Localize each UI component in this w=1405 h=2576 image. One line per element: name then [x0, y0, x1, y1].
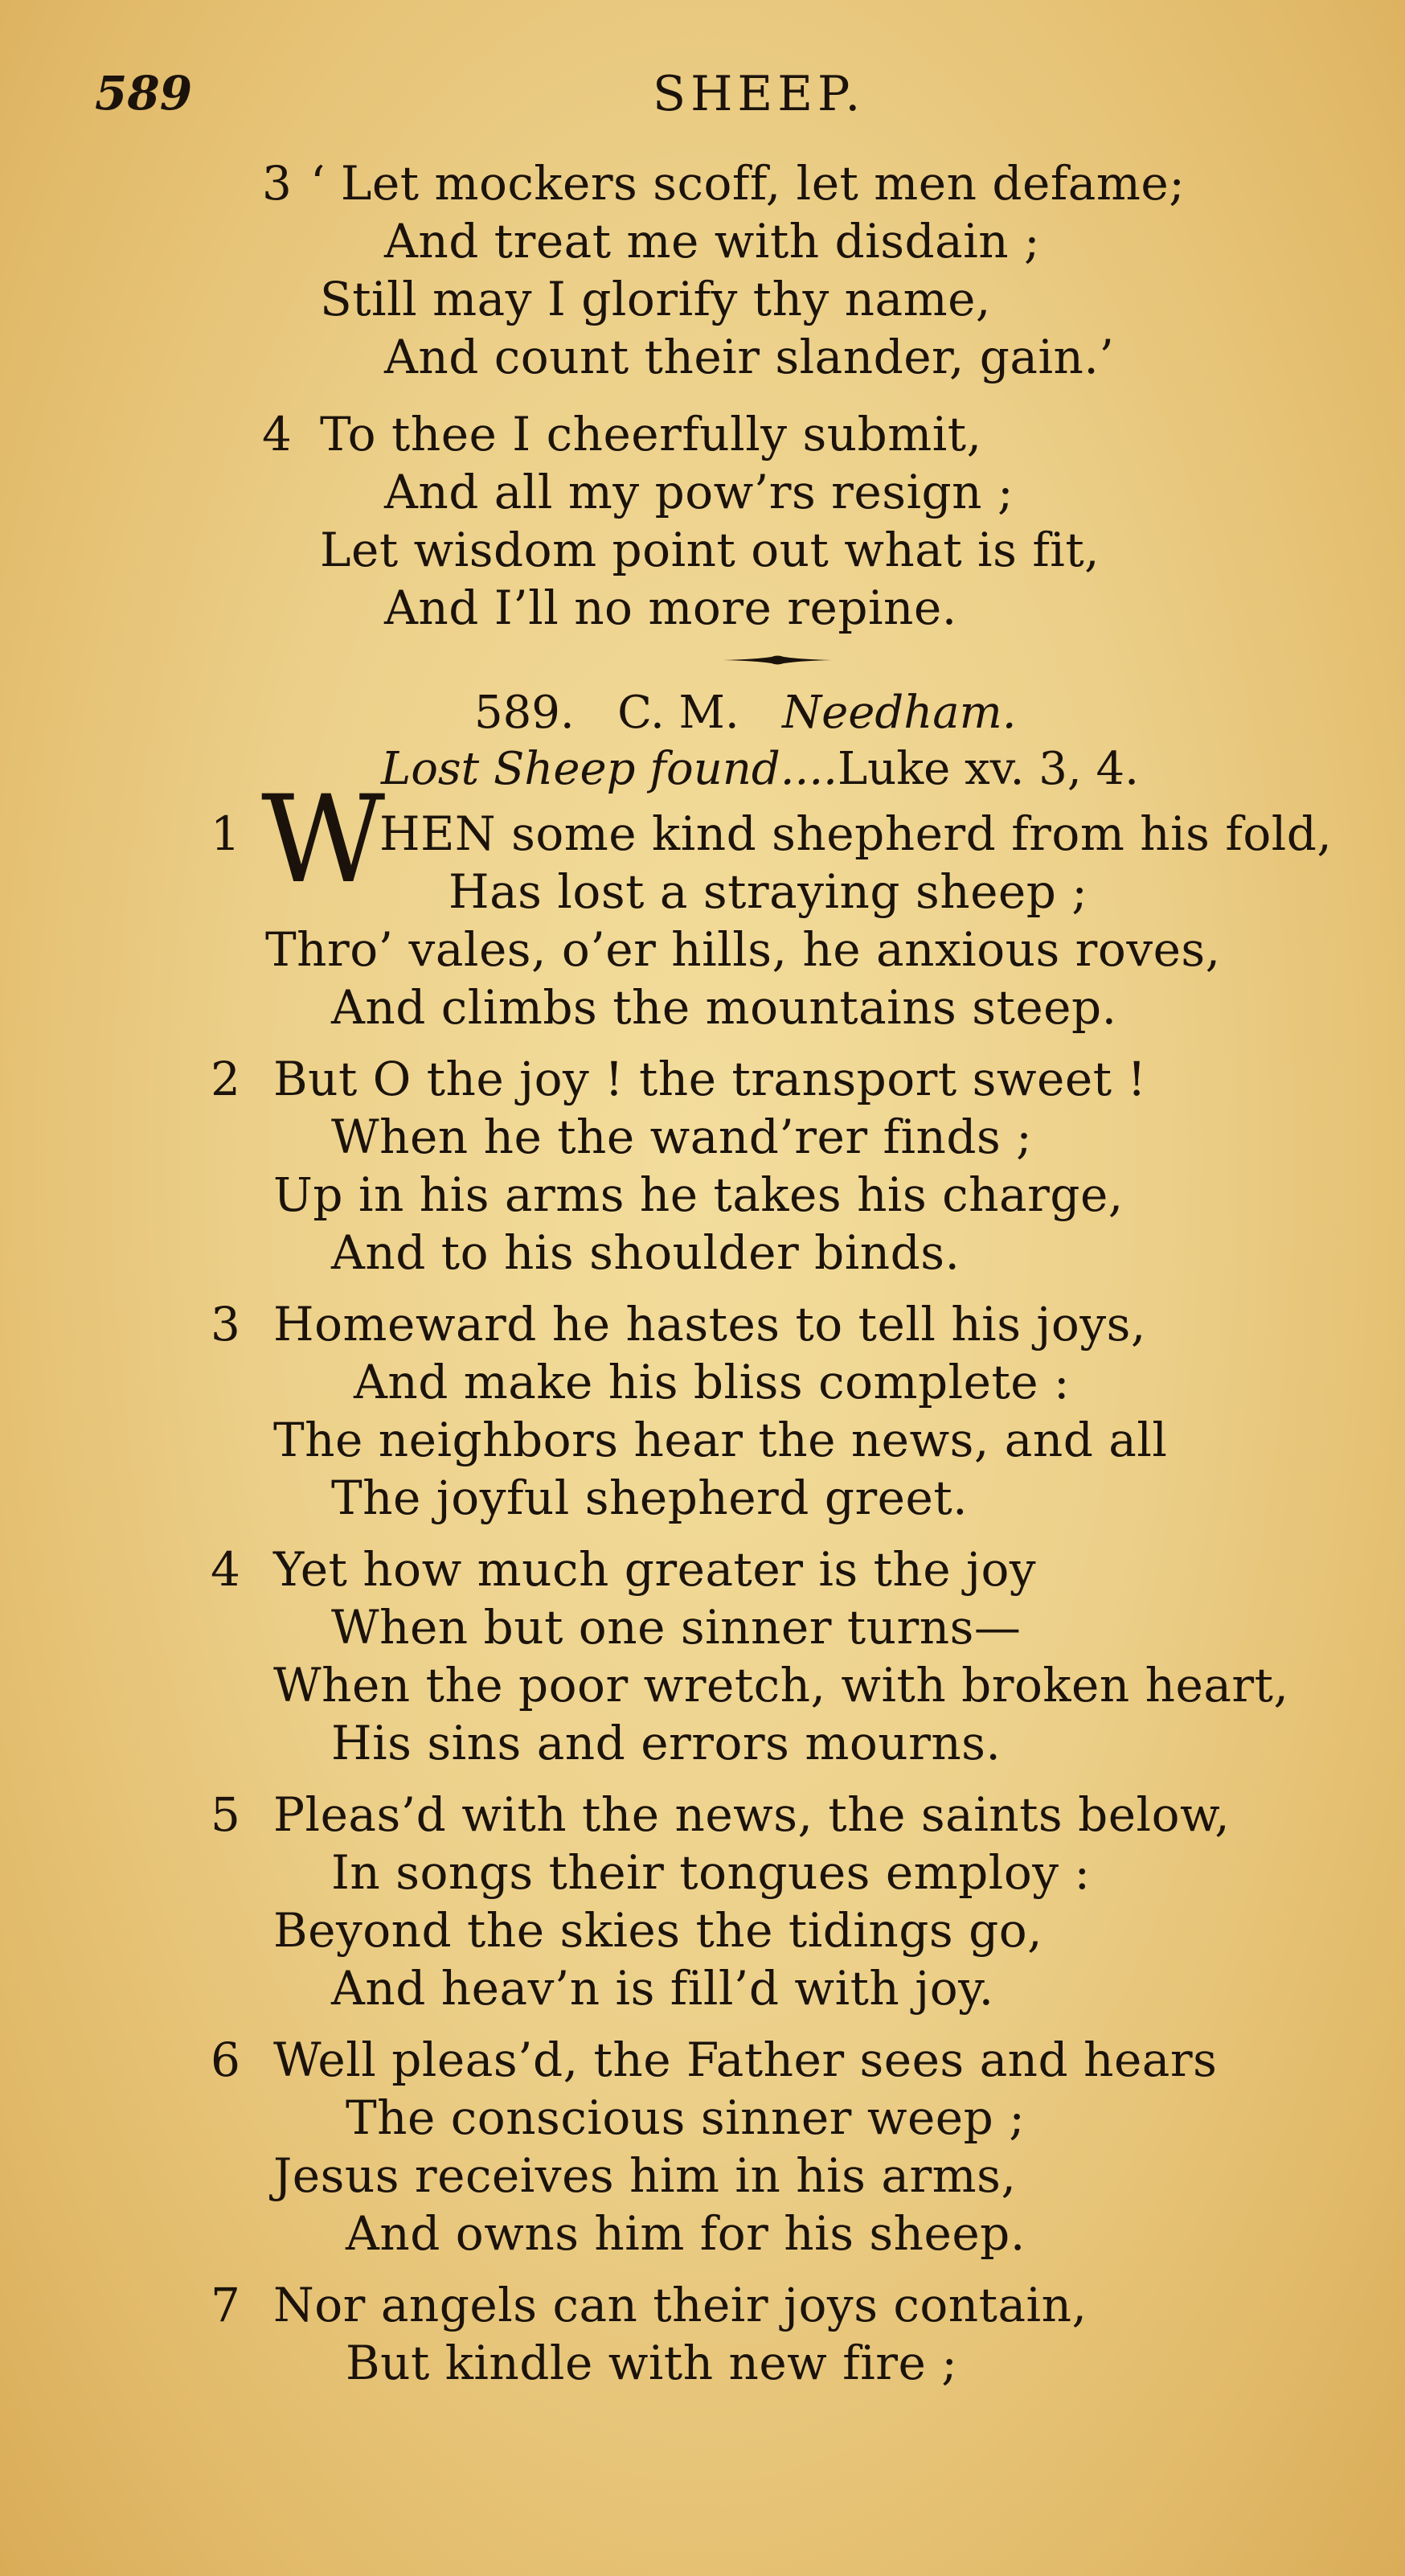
stanza-number: 3	[211, 1297, 240, 1352]
stanza-number: 4	[262, 407, 292, 461]
verse-line: And all my pow’rs resign ;	[384, 465, 1014, 519]
verse-line: To thee I cheerfully submit,	[320, 407, 982, 461]
verse-line: Well pleas’d, the Father sees and hears	[273, 2032, 1218, 2087]
verse-line: Homeward he hastes to tell his joys,	[273, 1297, 1146, 1352]
verse-line: Thro’ vales, o’er hills, he anxious roves,	[265, 922, 1221, 977]
verse-line: Yet how much greater is the joy	[273, 1542, 1037, 1597]
verse-line: Jesus receives him in his arms,	[273, 2148, 1017, 2203]
hymn-subtitle	[381, 741, 1139, 798]
stanza-number: 1	[211, 806, 240, 861]
hymn-number: 589.	[474, 687, 575, 739]
verse-line: And I’ll no more repine.	[384, 580, 957, 635]
hymn-tune: Needham.	[782, 687, 1017, 739]
verse-line: And owns him for his sheep.	[346, 2206, 1026, 2261]
running-title: SHEEP.	[653, 66, 866, 122]
hymn-meter: C. M.	[617, 687, 739, 739]
verse-line: And heav’n is fill’d with joy.	[331, 1961, 994, 2016]
verse-line: Let wisdom point out what is fit,	[320, 523, 1100, 577]
hymn-theme: Lost Sheep found....	[381, 743, 838, 795]
verse-line: The conscious sinner weep ;	[346, 2090, 1026, 2145]
verse-line: When he the wand’rer finds ;	[331, 1110, 1033, 1164]
verse-line: And to his shoulder binds.	[331, 1225, 961, 1280]
verse-line: Pleas’d with the news, the saints below,	[273, 1787, 1231, 1842]
verse-line: And make his bliss complete :	[354, 1355, 1071, 1409]
stanza-number: 5	[211, 1787, 240, 1842]
stanza-number: 6	[211, 2032, 240, 2087]
verse-line: The neighbors hear the news, and all	[273, 1413, 1168, 1467]
verse-line: Up in his arms he takes his charge,	[273, 1167, 1124, 1222]
stanza-number: 2	[211, 1052, 240, 1106]
verse-line: Nor angels can their joys contain,	[273, 2278, 1088, 2332]
verse-line: HEN some kind shepherd from his fold,	[379, 806, 1333, 861]
verse-line: ‘ Let mockers scoff, let men defame;	[310, 156, 1186, 211]
verse-line: And count their slander, gain.’	[384, 330, 1115, 384]
page-number: 589	[95, 66, 193, 121]
stanza-number: 3	[262, 156, 292, 211]
stanza-number: 7	[211, 2278, 240, 2332]
verse-line: His sins and errors mourns.	[331, 1716, 1002, 1770]
verse-line: In songs their tongues employ :	[331, 1845, 1091, 1900]
verse-line: The joyful shepherd greet.	[331, 1471, 969, 1525]
verse-line: When but one sinner turns—	[331, 1600, 1022, 1655]
verse-line: Beyond the skies the tidings go,	[273, 1903, 1043, 1958]
verse-line: When the poor wretch, with broken heart,	[273, 1658, 1289, 1713]
verse-line: And treat me with disdain ;	[384, 214, 1041, 269]
verse-line: Still may I glorify thy name,	[320, 272, 991, 326]
hymn-heading	[474, 685, 1017, 741]
verse-line: Has lost a straying sheep ;	[449, 864, 1088, 919]
stanza-number: 4	[211, 1542, 240, 1597]
verse-line: But O the joy ! the transport sweet !	[273, 1052, 1147, 1106]
ornament-divider-icon	[723, 654, 832, 666]
verse-line: But kindle with new fire ;	[346, 2336, 958, 2390]
scripture-reference: Luke xv. 3, 4.	[837, 743, 1139, 795]
verse-line: And climbs the mountains steep.	[331, 980, 1117, 1035]
drop-cap: W	[261, 770, 386, 910]
